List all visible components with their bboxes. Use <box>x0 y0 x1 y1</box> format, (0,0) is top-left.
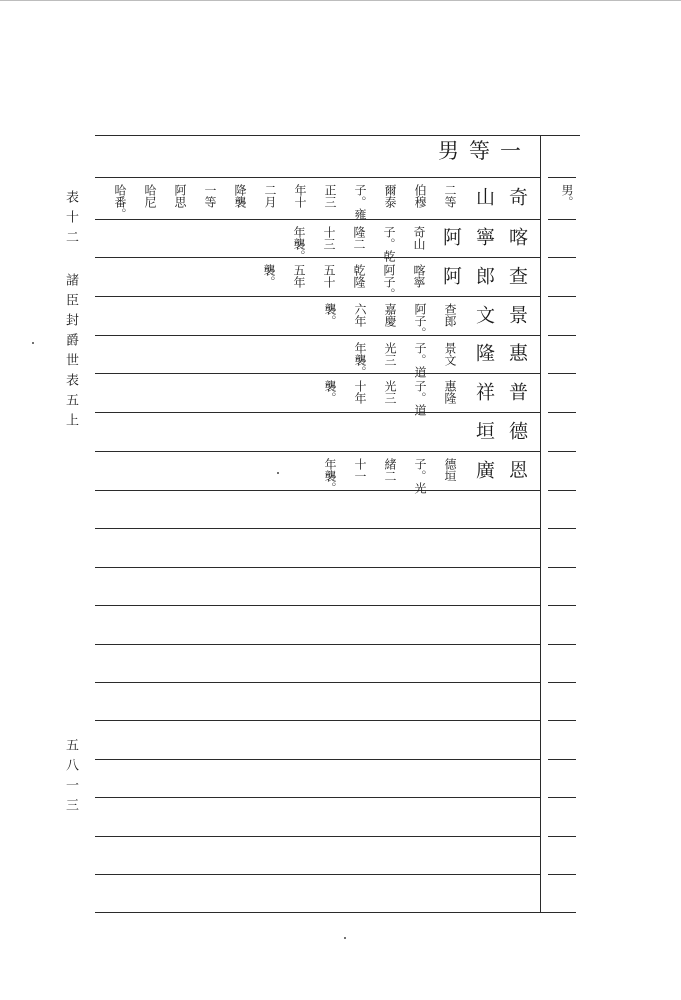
record-text: 六年 <box>353 303 367 327</box>
right-column-divider <box>548 177 576 178</box>
record-text: 子。光 <box>413 458 427 494</box>
heir-name-char: 惠 <box>506 343 528 363</box>
heir-name-char: 郎 <box>473 266 495 286</box>
title-char: 男 <box>438 139 459 163</box>
record-text: 阿子。 <box>413 303 427 339</box>
row-divider <box>95 720 540 721</box>
row-divider <box>95 874 540 875</box>
heir-name-char: 奇 <box>506 187 528 207</box>
record-text: 五年 <box>292 264 306 288</box>
heir-name-char: 阿 <box>440 227 462 247</box>
record-text: 惠隆 <box>443 380 457 404</box>
heir-name-char: 阿 <box>440 266 462 286</box>
table-bottom-rule <box>95 912 576 913</box>
record-text: 襲。 <box>262 264 276 288</box>
record-text: 一等 <box>203 184 217 208</box>
right-column-divider <box>548 219 576 220</box>
record-text: 子。道 <box>413 342 427 378</box>
right-column-divider <box>548 836 576 837</box>
row-divider <box>95 605 540 606</box>
row-divider <box>95 373 540 374</box>
row-divider <box>95 682 540 683</box>
record-text: 嘉慶 <box>383 303 397 327</box>
record-text: 十年 <box>353 380 367 404</box>
record-text: 伯穆 <box>413 184 427 208</box>
row-divider <box>95 644 540 645</box>
title-char: 等 <box>469 139 490 163</box>
record-text: 子。道 <box>413 380 427 416</box>
row-divider <box>95 490 540 491</box>
page-top-edge <box>0 0 681 1</box>
record-text: 哈尼 <box>143 184 157 208</box>
record-text: 爾泰 <box>383 184 397 208</box>
row-divider <box>95 759 540 760</box>
title-char: 一 <box>500 139 521 163</box>
record-text: 光三 <box>383 380 397 404</box>
right-column-divider <box>548 759 576 760</box>
heir-name-char: 文 <box>473 305 495 325</box>
heir-name-char: 垣 <box>473 421 495 441</box>
record-text: 十三 <box>322 226 336 250</box>
row-divider <box>95 257 540 258</box>
heir-name-char: 山 <box>473 187 495 207</box>
right-column-divider <box>548 682 576 683</box>
row-divider <box>95 335 540 336</box>
right-column-divider <box>548 797 576 798</box>
record-text: 隆二 <box>352 226 366 250</box>
right-column-divider <box>548 257 576 258</box>
row-divider <box>95 177 540 178</box>
right-column-divider <box>548 874 576 875</box>
record-text: 哈番。 <box>113 184 127 220</box>
record-text: 奇山 <box>412 226 426 250</box>
row-divider <box>95 451 540 452</box>
column-boundary <box>540 135 541 912</box>
heir-name-char: 普 <box>506 382 528 402</box>
heir-name-char: 隆 <box>473 343 495 363</box>
right-column-divider <box>548 528 576 529</box>
record-text: 年襲。 <box>292 226 306 262</box>
record-text: 襲。 <box>323 303 337 327</box>
right-column-divider <box>548 412 576 413</box>
row-divider <box>95 528 540 529</box>
record-text: 二月 <box>263 184 277 208</box>
print-speck <box>32 342 34 344</box>
row-divider <box>95 412 540 413</box>
heir-name-char: 寧 <box>473 227 495 247</box>
print-speck <box>277 472 279 474</box>
record-text: 阿子。 <box>382 264 396 300</box>
heir-name-char: 廣 <box>473 460 495 480</box>
record-text: 阿思 <box>173 184 187 208</box>
margin-section-label: 表十二 <box>63 190 78 250</box>
right-column-divider <box>548 644 576 645</box>
heir-name-char: 恩 <box>506 460 528 480</box>
heir-name-char: 查 <box>506 266 528 286</box>
record-text: 子。乾 <box>382 226 396 262</box>
record-text: 子。雍 <box>353 184 367 220</box>
right-column-divider <box>548 605 576 606</box>
right-column-divider <box>548 567 576 568</box>
heir-name-char: 喀 <box>506 227 528 247</box>
right-column-divider <box>548 296 576 297</box>
heir-name-char: 景 <box>506 305 528 325</box>
right-column-divider <box>548 373 576 374</box>
right-column-divider <box>548 720 576 721</box>
print-speck <box>344 937 346 939</box>
record-text: 年襲。 <box>353 342 367 378</box>
row-divider <box>95 797 540 798</box>
right-column-divider <box>548 451 576 452</box>
record-text: 十一 <box>353 458 367 482</box>
record-text: 乾隆 <box>352 264 366 288</box>
record-text: 喀寧 <box>412 264 426 288</box>
row-divider <box>95 567 540 568</box>
record-text: 正三 <box>323 184 337 208</box>
record-text: 景文 <box>443 342 457 366</box>
row-divider <box>95 219 540 220</box>
page-number: 五八一三 <box>63 738 78 818</box>
record-text: 二等 <box>443 184 457 208</box>
record-text: 查郎 <box>443 303 457 327</box>
margin-table-label: 諸臣封爵世表五上 <box>63 273 78 433</box>
row-divider <box>95 296 540 297</box>
record-text: 緒二 <box>383 458 397 482</box>
heir-name-char: 祥 <box>473 382 495 402</box>
heir-name-char: 德 <box>506 421 528 441</box>
record-text: 光三 <box>383 342 397 366</box>
right-column-note: 男。 <box>560 184 574 208</box>
table-top-rule <box>95 135 580 136</box>
row-divider <box>95 836 540 837</box>
record-text: 降襲 <box>233 184 247 208</box>
record-text: 五十 <box>322 264 336 288</box>
right-column-divider <box>548 490 576 491</box>
record-text: 襲。 <box>323 380 337 404</box>
record-text: 德垣 <box>443 458 457 482</box>
right-column-divider <box>548 335 576 336</box>
record-text: 年十 <box>293 184 307 208</box>
record-text: 年襲。 <box>323 458 337 494</box>
